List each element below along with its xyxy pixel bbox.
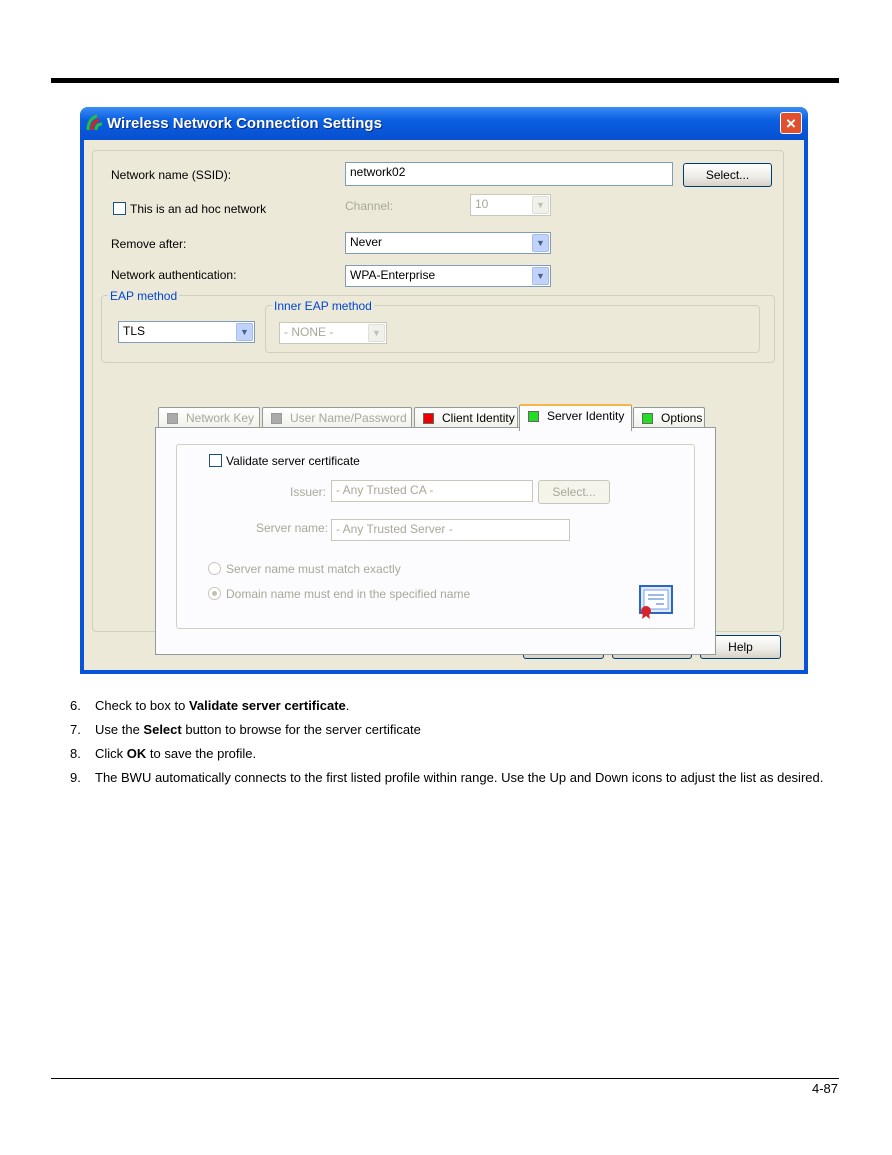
list-item: 8. Click OK to save the profile. xyxy=(70,746,257,761)
tab-label: Options xyxy=(661,411,703,425)
list-item: 6. Check to box to Validate server certificate. xyxy=(70,698,350,713)
status-swatch xyxy=(423,413,434,424)
status-swatch xyxy=(642,413,653,424)
validate-certificate-label: Validate server certificate xyxy=(226,454,360,468)
status-swatch xyxy=(528,411,539,422)
chevron-down-icon: ▼ xyxy=(532,196,549,214)
channel-value: 10 xyxy=(475,197,489,211)
adhoc-checkbox[interactable] xyxy=(113,202,126,215)
tab-network-key[interactable] xyxy=(158,407,260,429)
issuer-label: Issuer: xyxy=(290,485,327,499)
ssid-select-button[interactable]: Select... xyxy=(683,163,772,187)
eap-method-value: TLS xyxy=(123,324,146,338)
channel-label: Channel: xyxy=(345,199,394,213)
tab-label: Client Identity xyxy=(442,411,515,425)
server-name-input[interactable]: - Any Trusted Server - xyxy=(331,519,570,541)
status-swatch xyxy=(271,413,282,424)
domain-end-radio[interactable] xyxy=(208,587,221,600)
dialog-body xyxy=(84,140,804,670)
server-name-label: Server name: xyxy=(256,521,329,535)
certificate-icon xyxy=(638,583,674,619)
window-title: Wireless Network Connection Settings xyxy=(107,115,382,132)
tab-user-name-password[interactable] xyxy=(262,407,412,429)
list-item: 7. Use the Select button to browse for the server certificate xyxy=(70,722,421,737)
chevron-down-icon: ▼ xyxy=(368,324,385,342)
inner-eap-value: - NONE - xyxy=(284,325,334,339)
help-button[interactable]: Help xyxy=(700,635,781,659)
issuer-input[interactable]: - Any Trusted CA - xyxy=(331,480,533,502)
instruction-steps xyxy=(70,697,840,793)
tab-label: User Name/Password xyxy=(290,411,407,425)
match-exactly-radio[interactable] xyxy=(208,562,221,575)
channel-select[interactable] xyxy=(470,194,551,216)
validate-certificate-checkbox[interactable] xyxy=(209,454,222,467)
list-item: 9. The BWU automatically connects to the first listed profile within range. Use the Up and Down icons to adjust the list as desired. xyxy=(70,770,824,785)
ssid-label: Network name (SSID): xyxy=(111,168,232,182)
eap-method-select[interactable] xyxy=(118,321,255,343)
tab-server-identity[interactable] xyxy=(519,404,632,431)
auth-value: WPA-Enterprise xyxy=(350,268,436,282)
tab-client-identity[interactable] xyxy=(414,407,518,429)
domain-end-label: Domain name must end in the specified name xyxy=(226,587,471,601)
tab-label: Network Key xyxy=(186,411,255,425)
close-button[interactable] xyxy=(780,112,802,134)
auth-label: Network authentication: xyxy=(111,268,237,282)
tab-options[interactable] xyxy=(633,407,705,429)
chevron-down-icon: ▼ xyxy=(236,323,253,341)
tab-label: Server Identity xyxy=(547,409,625,423)
footer-rule xyxy=(51,1078,839,1079)
issuer-select-button[interactable]: Select... xyxy=(538,480,610,504)
title-bar[interactable] xyxy=(80,107,808,140)
chevron-down-icon: ▼ xyxy=(532,234,549,252)
remove-after-label: Remove after: xyxy=(111,237,187,251)
adhoc-label: This is an ad hoc network xyxy=(130,202,267,216)
close-icon: × xyxy=(786,114,796,133)
eap-method-label: EAP method xyxy=(110,289,178,303)
inner-eap-select[interactable] xyxy=(279,322,387,344)
auth-select[interactable] xyxy=(345,265,551,287)
remove-after-value: Never xyxy=(350,235,383,249)
inner-eap-label: Inner EAP method xyxy=(274,299,372,313)
server-identity-panel xyxy=(155,427,716,655)
chevron-down-icon: ▼ xyxy=(532,267,549,285)
remove-after-select[interactable] xyxy=(345,232,551,254)
page-number: 4-87 xyxy=(811,1081,838,1096)
wireless-app-icon xyxy=(85,113,105,133)
ssid-input[interactable]: network02 xyxy=(345,162,673,186)
status-swatch xyxy=(167,413,178,424)
header-rule xyxy=(51,78,839,83)
match-exactly-label: Server name must match exactly xyxy=(226,562,401,576)
settings-window xyxy=(80,107,808,674)
